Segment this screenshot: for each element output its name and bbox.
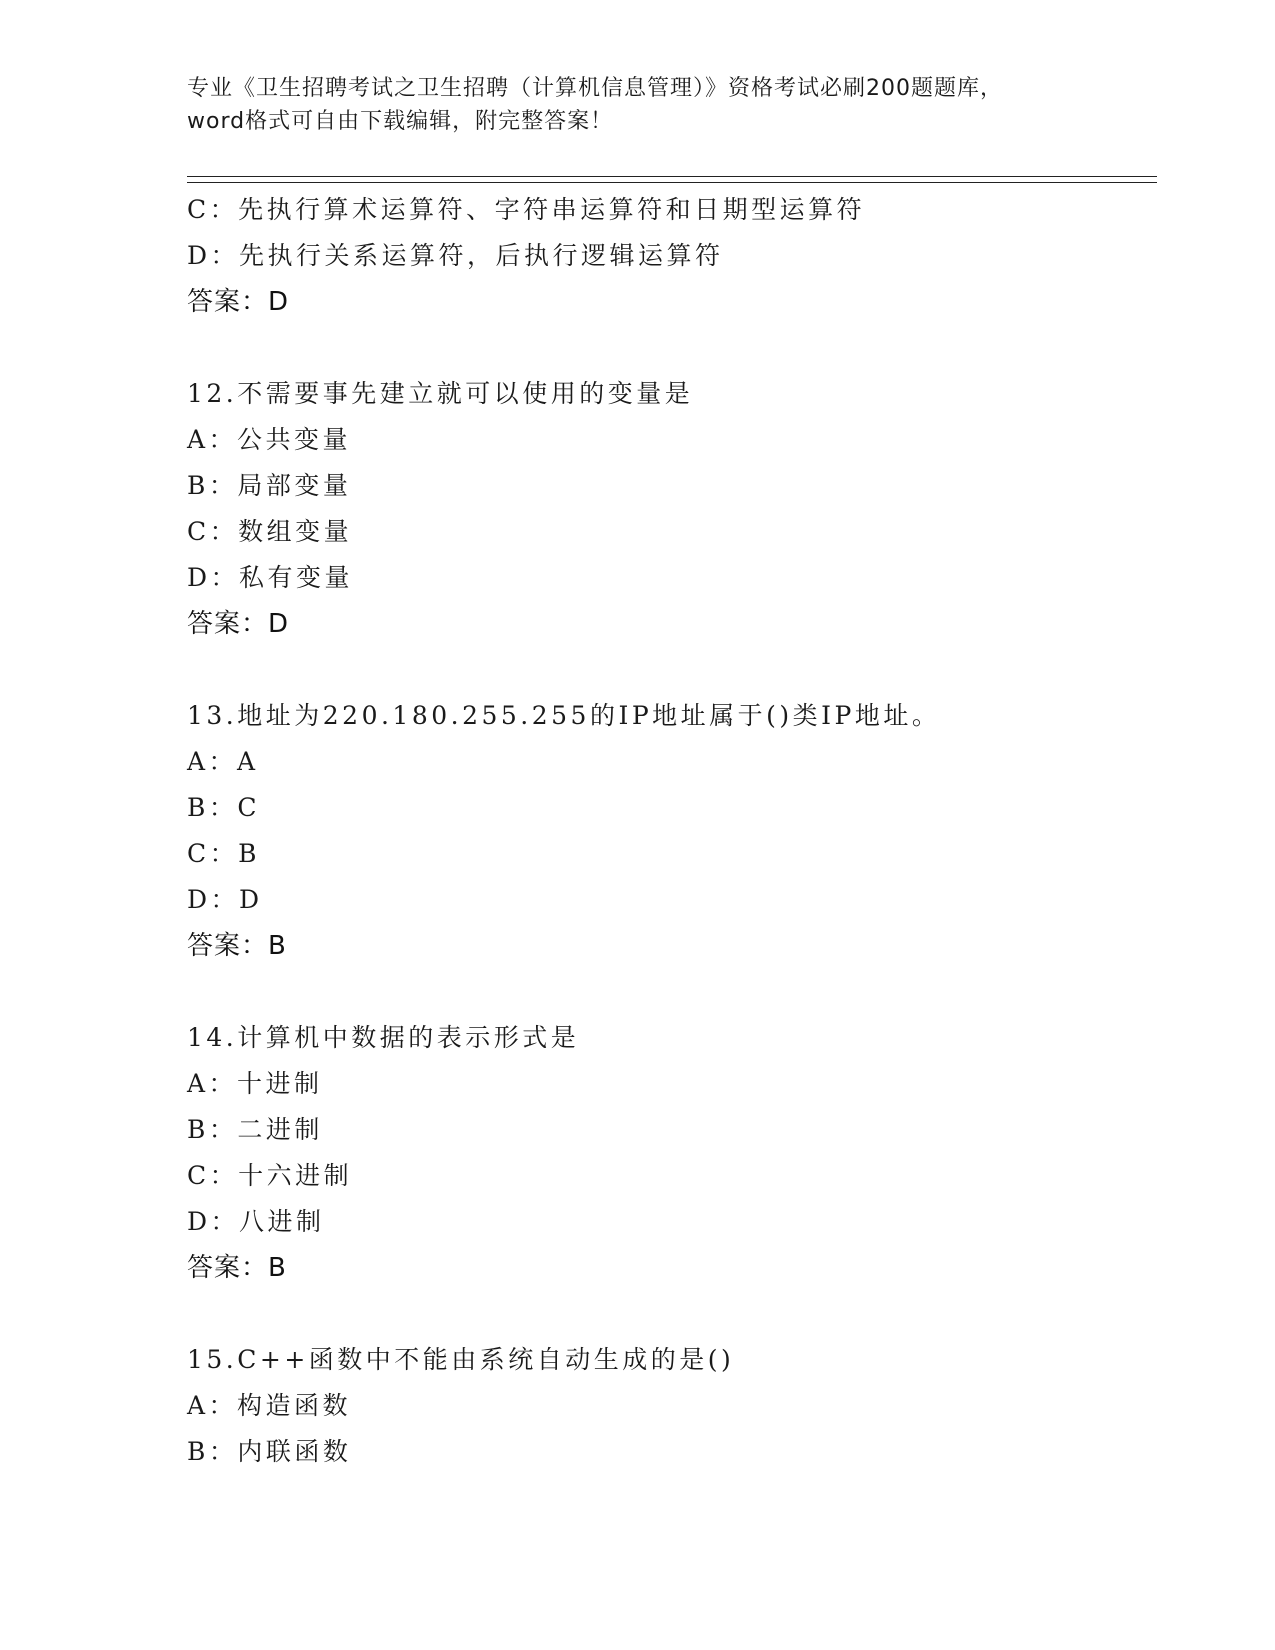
option-c: C：B — [187, 839, 261, 868]
option-a: A：公共变量 — [187, 425, 352, 454]
question-text: 13.地址为220.180.255.255的IP地址属于()类IP地址。 — [187, 701, 941, 730]
header-divider-top — [187, 176, 1157, 177]
option-c: C：先执行算术运算符、字符串运算符和日期型运算符 — [187, 195, 866, 224]
question-13 — [187, 693, 1147, 969]
answer-line: 答案：B — [187, 931, 287, 961]
option-c: C：十六进制 — [187, 1161, 353, 1190]
option-b: B：局部变量 — [187, 471, 352, 500]
question-text: 15.C++函数中不能由系统自动生成的是() — [187, 1345, 735, 1374]
question-11-continuation — [187, 187, 1147, 325]
header-divider-bottom — [187, 182, 1157, 183]
option-b: B：内联函数 — [187, 1437, 352, 1466]
option-d: D：D — [187, 885, 263, 914]
option-c: C：数组变量 — [187, 517, 353, 546]
option-d: D：先执行关系运算符，后执行逻辑运算符 — [187, 241, 724, 270]
answer-line: 答案：D — [187, 609, 290, 639]
option-a: A：构造函数 — [187, 1391, 352, 1420]
answer-line: 答案：D — [187, 287, 290, 317]
question-text: 12.不需要事先建立就可以使用的变量是 — [187, 379, 694, 408]
question-text: 14.计算机中数据的表示形式是 — [187, 1023, 580, 1052]
question-list — [187, 187, 1147, 1475]
question-15 — [187, 1337, 1147, 1475]
option-b: B：二进制 — [187, 1115, 323, 1144]
option-d: D：八进制 — [187, 1207, 325, 1236]
header-title-line-1: 专业《卫生招聘考试之卫生招聘（计算机信息管理）》资格考试必刷200题题库， — [187, 76, 1003, 101]
option-a: A：十进制 — [187, 1069, 323, 1098]
option-d: D：私有变量 — [187, 563, 354, 592]
question-12 — [187, 371, 1147, 647]
option-b: B：C — [187, 793, 261, 822]
header-title-line-2: word格式可自由下载编辑，附完整答案！ — [187, 109, 614, 134]
answer-line: 答案：B — [187, 1253, 287, 1283]
question-14 — [187, 1015, 1147, 1291]
option-a: A：A — [187, 747, 259, 776]
document-header — [187, 72, 1147, 138]
